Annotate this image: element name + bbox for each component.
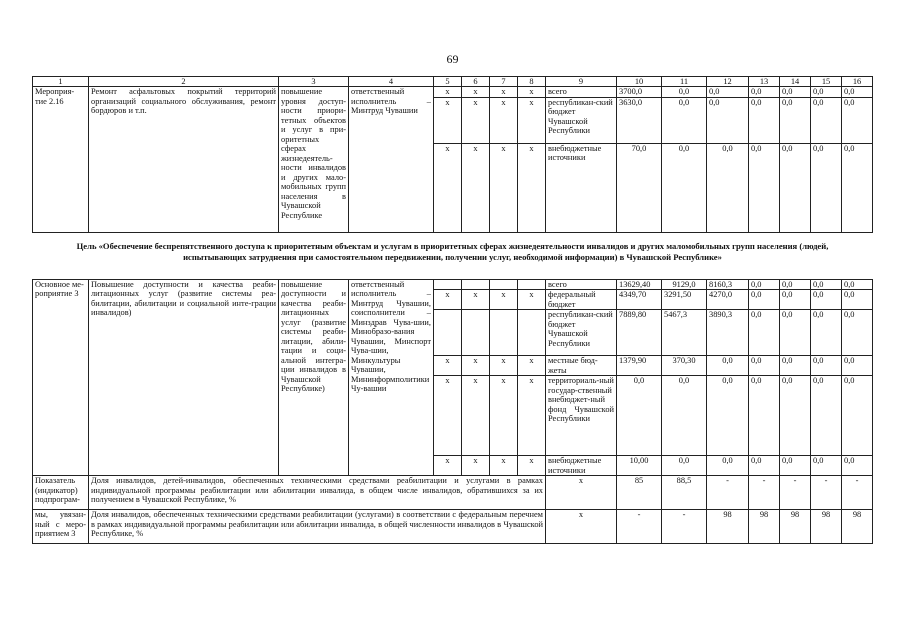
header-cell: 2	[89, 77, 279, 87]
value-cell: 3630,0	[617, 97, 662, 143]
code-cell: x	[490, 290, 518, 310]
funding-source: внебюджетные источники	[546, 143, 617, 232]
code-cell: x	[434, 456, 462, 476]
indicator-value: 98	[707, 510, 749, 544]
event-name: Ремонт асфальтовых покрытий территорий организаций социального обслуживания, ремонт бордюров и т.п.	[89, 87, 279, 232]
value-cell: 0,0	[811, 290, 842, 310]
header-cell: 4	[349, 77, 434, 87]
code-cell	[462, 310, 490, 356]
funding-source: республикан-ский бюджет Чувашской Республики	[546, 97, 617, 143]
funding-source: федеральный бюджет	[546, 290, 617, 310]
value-cell: 0,0	[707, 376, 749, 456]
indicator-value: -	[617, 510, 662, 544]
header-cell: 5	[434, 77, 462, 87]
value-cell: 0,0	[842, 143, 873, 232]
value-cell: 0,0	[749, 356, 780, 376]
value-cell: 13629,40	[617, 280, 662, 290]
value-cell: 0,0	[780, 280, 811, 290]
code-cell: x	[462, 356, 490, 376]
code-cell: x	[518, 87, 546, 97]
value-cell: 0,0	[662, 97, 707, 143]
header-cell: 6	[462, 77, 490, 87]
indicator-label: мы, увязан-ный с меро-приятием 3	[33, 510, 89, 544]
value-cell: 0,0	[811, 310, 842, 356]
event-goal: повышение уровня доступ-ности приори-тетных объектов и услуг в при-оритетных сферах жизнедеятель-ности инвалидов и других мало-мобильных групп населения в Чувашской Республике	[279, 87, 349, 232]
code-cell: x	[462, 87, 490, 97]
funding-source: республикан-ский бюджет Чувашской Республики	[546, 310, 617, 356]
code-cell: x	[462, 143, 490, 232]
table-row	[33, 87, 873, 97]
indicator-text: Доля инвалидов, обеспеченных техническими средствами реабилитации (услугами) в соответствии с федеральным перечнем в рамках индивидуальной программы реабилитации или абилитации инвалида, в общей численности инвалидов в Чувашской Республике, %	[89, 510, 546, 544]
value-cell: 0,0	[842, 97, 873, 143]
code-cell: x	[462, 290, 490, 310]
value-cell: 7889,80	[617, 310, 662, 356]
value-cell: 0,0	[811, 280, 842, 290]
value-cell: 0,0	[842, 310, 873, 356]
funding-source: внебюджетные источники	[546, 456, 617, 476]
code-cell	[490, 280, 518, 290]
header-cell: 14	[780, 77, 811, 87]
value-cell: 0,0	[617, 376, 662, 456]
value-cell: 0,0	[842, 280, 873, 290]
value-cell: 8160,3	[707, 280, 749, 290]
code-cell: x	[490, 97, 518, 143]
value-cell: 0,0	[749, 97, 780, 143]
code-cell: x	[434, 97, 462, 143]
value-cell: 1379,90	[617, 356, 662, 376]
value-cell: 3700,0	[617, 87, 662, 97]
code-cell: x	[462, 456, 490, 476]
value-cell: 0,0	[707, 87, 749, 97]
value-cell: 70,0	[617, 143, 662, 232]
indicator-value: -	[780, 476, 811, 510]
code-cell: x	[434, 356, 462, 376]
plan-table-top	[32, 76, 873, 233]
code-cell: x	[462, 376, 490, 456]
value-cell: 0,0	[749, 456, 780, 476]
value-cell: 0,0	[707, 97, 749, 143]
header-cell: 9	[546, 77, 617, 87]
value-cell: 0,0	[749, 87, 780, 97]
value-cell: 0,0	[842, 290, 873, 310]
value-cell: 0,0	[811, 97, 842, 143]
indicator-row	[33, 476, 873, 510]
value-cell: 3890,3	[707, 310, 749, 356]
table-row	[33, 280, 873, 290]
header-row	[33, 77, 873, 87]
indicator-value: 98	[780, 510, 811, 544]
code-cell: x	[518, 376, 546, 456]
indicator-value: 98	[842, 510, 873, 544]
code-cell: x	[490, 143, 518, 232]
value-cell: 0,0	[780, 356, 811, 376]
indicator-label: Показатель (индикатор) подпрограм-	[33, 476, 89, 510]
value-cell: 9129,0	[662, 280, 707, 290]
funding-source: всего	[546, 87, 617, 97]
event-name: Повышение доступности и качества реаби-литационных услуг (развитие системы реа-билитации, абилитации и социальной инте-грации инвалидов)	[89, 280, 279, 476]
value-cell: 10,00	[617, 456, 662, 476]
code-cell: x	[434, 143, 462, 232]
code-cell	[434, 280, 462, 290]
header-cell: 1	[33, 77, 89, 87]
value-cell: 0,0	[780, 97, 811, 143]
code-cell	[490, 310, 518, 356]
indicator-value: 98	[749, 510, 780, 544]
value-cell: 0,0	[662, 87, 707, 97]
value-cell: 0,0	[780, 143, 811, 232]
funding-source: местные бюд-жеты	[546, 356, 617, 376]
code-cell: x	[518, 356, 546, 376]
code-cell	[518, 310, 546, 356]
header-cell: 7	[490, 77, 518, 87]
value-cell: 0,0	[780, 87, 811, 97]
code-cell: x	[518, 290, 546, 310]
indicator-code: x	[546, 476, 617, 510]
indicator-value: -	[662, 510, 707, 544]
event-executor: ответственный исполнитель – Минтруд Чувашии	[349, 87, 434, 232]
value-cell: 0,0	[749, 310, 780, 356]
indicator-code: x	[546, 510, 617, 544]
event-number: Основное ме-роприятие 3	[33, 280, 89, 476]
header-cell: 15	[811, 77, 842, 87]
value-cell: 4349,70	[617, 290, 662, 310]
value-cell: 0,0	[749, 143, 780, 232]
value-cell: 0,0	[662, 456, 707, 476]
code-cell: x	[434, 87, 462, 97]
value-cell: 0,0	[811, 376, 842, 456]
indicator-value: 85	[617, 476, 662, 510]
value-cell: 0,0	[780, 456, 811, 476]
goal-heading: Цель «Обеспечение беспрепятственного доступа к приоритетным объектам и услугам в приоритетных сферах жизнедеятельности инвалидов и других маломобильных групп населения (людей, испытывающих затруднения при самостоятельном передвижении, получении услуг, необходимой информации) в Чувашской Республике»	[76, 241, 829, 263]
code-cell: x	[518, 456, 546, 476]
value-cell: 3291,50	[662, 290, 707, 310]
event-goal: повышение доступности и качества реаби-литационных услуг (развитие системы реаби-литации, абили-тации и соци-альной интегра-ции инвалидов в Чувашской Республике)	[279, 280, 349, 476]
value-cell: 0,0	[707, 143, 749, 232]
indicator-value: -	[842, 476, 873, 510]
code-cell: x	[434, 376, 462, 456]
code-cell: x	[434, 290, 462, 310]
code-cell: x	[462, 97, 490, 143]
header-cell: 8	[518, 77, 546, 87]
code-cell	[518, 280, 546, 290]
value-cell: 4270,0	[707, 290, 749, 310]
indicator-value: -	[811, 476, 842, 510]
event-number: Мероприя-тие 2.16	[33, 87, 89, 232]
value-cell: 0,0	[842, 456, 873, 476]
indicator-value: -	[749, 476, 780, 510]
code-cell: x	[490, 87, 518, 97]
header-cell: 13	[749, 77, 780, 87]
funding-source: территориаль-ный государ-ственный внебюджет-ный фонд Чувашской Республики	[546, 376, 617, 456]
code-cell: x	[490, 376, 518, 456]
code-cell	[434, 310, 462, 356]
value-cell: 0,0	[811, 356, 842, 376]
value-cell: 0,0	[707, 456, 749, 476]
value-cell: 0,0	[811, 456, 842, 476]
value-cell: 0,0	[842, 356, 873, 376]
value-cell: 0,0	[749, 290, 780, 310]
code-cell: x	[490, 456, 518, 476]
value-cell: 0,0	[662, 376, 707, 456]
code-cell: x	[518, 97, 546, 143]
value-cell: 0,0	[707, 356, 749, 376]
value-cell: 0,0	[749, 376, 780, 456]
value-cell: 0,0	[842, 376, 873, 456]
header-cell: 10	[617, 77, 662, 87]
code-cell: x	[490, 356, 518, 376]
plan-table-bottom	[32, 279, 873, 544]
value-cell: 370,30	[662, 356, 707, 376]
event-executor: ответственный исполнитель – Минтруд Чувашии, соисполнители – Минздрав Чува-шии, Минобразо-вания Чувашии, Минспорт Чува-шии, Минкультуры Чувашии, Мининформполитики Чу-вашии	[349, 280, 434, 476]
value-cell: 0,0	[780, 310, 811, 356]
indicator-value: 88,5	[662, 476, 707, 510]
value-cell: 5467,3	[662, 310, 707, 356]
value-cell: 0,0	[749, 280, 780, 290]
value-cell: 0,0	[662, 143, 707, 232]
code-cell: x	[518, 143, 546, 232]
funding-source: всего	[546, 280, 617, 290]
indicator-row	[33, 510, 873, 544]
indicator-value: 98	[811, 510, 842, 544]
value-cell: 0,0	[811, 87, 842, 97]
indicator-text: Доля инвалидов, детей-инвалидов, обеспеченных техническими средствами реабилитации и услугами в рамках индивидуальной программы реабилитации или абилитации инвалида, в общем числе инвалидов, обратившихся за их получением в Чувашской Республике, %	[89, 476, 546, 510]
header-cell: 16	[842, 77, 873, 87]
page-number: 69	[446, 52, 459, 66]
value-cell: 0,0	[811, 143, 842, 232]
code-cell	[462, 280, 490, 290]
value-cell: 0,0	[780, 290, 811, 310]
header-cell: 3	[279, 77, 349, 87]
header-cell: 12	[707, 77, 749, 87]
indicator-value: -	[707, 476, 749, 510]
value-cell: 0,0	[842, 87, 873, 97]
header-cell: 11	[662, 77, 707, 87]
value-cell: 0,0	[780, 376, 811, 456]
